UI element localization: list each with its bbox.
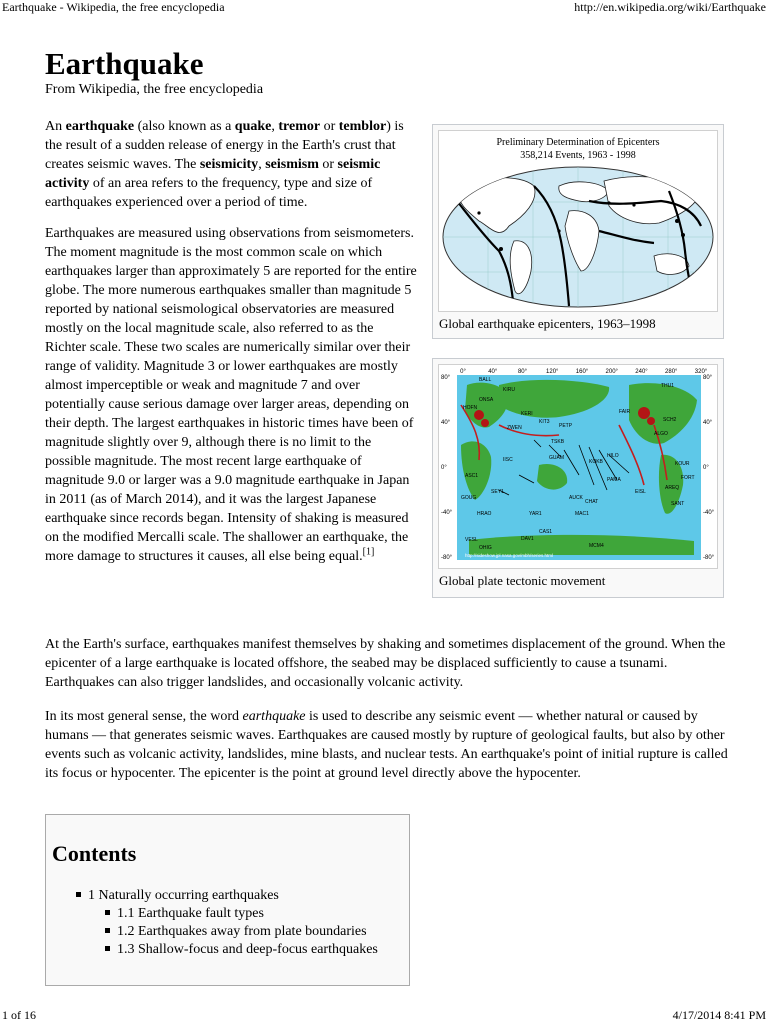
text-run: , <box>271 119 279 134</box>
toc-item-label[interactable]: 1.1 Earthquake fault types <box>117 906 264 921</box>
epicenter-caption: Global earthquake epicenters, 1963–1998 <box>439 316 656 331</box>
plate-map-image[interactable] <box>438 364 718 569</box>
toc-item-label[interactable]: 1 Naturally occurring earthquakes <box>88 888 279 903</box>
site-label: SEY1 <box>491 489 504 495</box>
site-label: FAIR <box>619 409 631 415</box>
toc-item-label[interactable]: 1.3 Shallow-focus and deep-focus earthquakes <box>117 942 378 957</box>
term-earthquake-italic: earthquake <box>242 709 306 724</box>
site-label: HOFN <box>463 405 478 411</box>
lon-tick-label: 0° <box>460 369 466 375</box>
site-label: OHIG <box>479 545 492 551</box>
site-label: SCH2 <box>663 417 677 423</box>
epicenter-map-graphic <box>439 131 717 311</box>
epicenter-map-image[interactable] <box>438 130 718 312</box>
print-footer <box>0 1008 768 1024</box>
site-label: MAC1 <box>575 511 589 517</box>
text-run: ) is the result of a sudden release of energy in the Earth's crust that creates seismic waves. The <box>45 119 404 172</box>
text-run: , <box>258 157 266 172</box>
text-run: or <box>318 157 338 172</box>
figure-epicenters <box>432 124 724 339</box>
map-title-line2: 358,214 Events, 1963 - 1998 <box>520 150 636 161</box>
site-label: YAR1 <box>529 511 542 517</box>
plate-caption: Global plate tectonic movement <box>439 573 606 588</box>
text-run: or <box>320 119 339 134</box>
text-run: In its most general sense, the word <box>45 709 243 724</box>
site-label: HILO <box>607 453 619 459</box>
term-quake: quake <box>234 119 272 134</box>
site-label: HRAO <box>477 511 492 517</box>
site-label: BALL <box>479 377 492 383</box>
surface-effects-paragraph <box>45 635 735 692</box>
intro-paragraph <box>45 117 417 212</box>
toc-item[interactable] <box>105 905 378 923</box>
site-label: TSKB <box>551 439 565 445</box>
plate-map-graphic <box>439 365 717 568</box>
site-label: KERI <box>521 411 533 417</box>
site-label: EISL <box>635 489 646 495</box>
site-label: KOUR <box>675 461 690 467</box>
toc-item[interactable] <box>76 887 378 959</box>
map-title-line1: Preliminary Determination of Epicenters <box>496 137 660 148</box>
site-label: AUCK <box>569 495 583 501</box>
lat-tick-label: -40° <box>441 510 453 516</box>
text-run: An <box>45 119 66 134</box>
site-label: VESL <box>465 537 478 543</box>
text-run: of an area refers to the frequency, type and size of earthquakes experienced over a period of time. <box>45 176 373 210</box>
intro-column <box>45 117 417 578</box>
site-label: GUAM <box>549 455 564 461</box>
text-run: Earthquakes are measured using observations from seismometers. The moment magnitude is the most common scale on which earthquakes larger than approximately 5 are reported for the entire globe. The more numerous earthquakes smaller than magnitude 5 reported by national seismological observatories are measured mostly on the local magnitude scale, also referred to as the Richter scale. These two scales are numerically similar over their range of validity. Magnitude 3 or lower earthquakes are mostly almost imperceptible or weak and magnitude 7 and over potentially cause serious damage over larger areas, depending on their depth. The largest earthquakes in historic times have been of magnitude slightly over 9, although there is no limit to the possible magnitude. The most recent large earthquake of magnitude 9.0 or larger was a 9.0 magnitude earthquake in Japan in 2011 (as of March 2014), and it was the largest Japanese earthquake since records began. Intensity of shaking is measured on the modified Mercalli scale. The shallower an earthquake, the more damage to structures it causes, all else being equal. <box>45 226 417 564</box>
lon-tick-label: 40° <box>488 369 498 375</box>
site-label: IISC <box>503 457 513 463</box>
reference-link[interactable]: [1] <box>362 546 375 558</box>
bullet-icon <box>105 910 110 915</box>
page-count: 1 of 16 <box>2 1008 36 1022</box>
lat-tick-label: -80° <box>441 555 453 561</box>
site-label: THU1 <box>661 383 675 389</box>
print-timestamp: 4/17/2014 8:41 PM <box>672 1008 766 1022</box>
site-label: CHAT <box>585 499 599 505</box>
site-label: PETP <box>559 423 573 429</box>
lon-tick-label: 160° <box>575 369 589 375</box>
site-label: ZWEN <box>507 425 522 431</box>
text-run: is used to describe any seismic event — whether natural or caused by humans — that generates seismic waves. Earthquakes are caused mostly by rupture of geological faults, but also by other events such as volcanic activity, landslides, mine blasts, and nuclear tests. An earthquake's point of initial rupture is called its focus or hypocenter. The epicenter is the point at ground level directly above the hypocenter. <box>45 709 728 781</box>
term-temblor: temblor <box>338 119 387 134</box>
term-seismicity: seismicity <box>199 157 259 172</box>
site-label: KIT3 <box>539 419 550 425</box>
lat-tick-label: 80° <box>441 375 451 381</box>
lat-tick-label: 40° <box>703 420 713 426</box>
toc-list <box>76 887 378 959</box>
page-url[interactable]: http://en.wikipedia.org/wiki/Earthquake <box>574 0 766 14</box>
lat-tick-label: 40° <box>441 420 451 426</box>
term-seismic-activity: seismic activity <box>45 157 381 191</box>
site-label: DAV1 <box>521 536 534 542</box>
site-label: ALGO <box>654 431 668 437</box>
site-label: ASC1 <box>465 473 479 479</box>
site-label: KOKB <box>589 459 603 465</box>
print-header <box>0 0 768 16</box>
bullet-icon <box>76 892 81 897</box>
lon-tick-label: 320° <box>694 369 708 375</box>
lon-tick-label: 120° <box>546 369 559 375</box>
lon-tick-label: 280° <box>665 369 678 375</box>
term-earthquake: earthquake <box>65 119 135 134</box>
toc-item[interactable] <box>105 941 378 959</box>
general-sense-paragraph <box>45 707 735 783</box>
site-label: SANT <box>671 501 685 507</box>
page-title-header: Earthquake - Wikipedia, the free encyclopedia <box>2 0 225 14</box>
text-run: (also known as a <box>134 119 235 134</box>
lon-tick-label: 240° <box>635 369 648 375</box>
lat-tick-label: -80° <box>703 555 715 561</box>
site-label: FORT <box>681 475 695 481</box>
map-source-url: http://sideshow.jpl.nasa.gov/mbh/series.html <box>465 553 554 558</box>
lat-tick-label: 0° <box>703 465 709 471</box>
table-of-contents <box>45 814 410 986</box>
article-title: Earthquake <box>45 46 204 81</box>
lon-tick-label: 80° <box>517 369 528 375</box>
article-subtitle: From Wikipedia, the free encyclopedia <box>45 82 264 97</box>
site-label: KIRU <box>503 387 515 393</box>
toc-sublist <box>105 905 378 959</box>
site-label: GOUG <box>461 495 477 501</box>
site-label: CAS1 <box>539 529 553 535</box>
lat-tick-label: 0° <box>441 465 447 471</box>
site-label: MCM4 <box>589 543 604 549</box>
magnitude-paragraph <box>45 224 417 566</box>
term-tremor: tremor <box>278 119 321 134</box>
toc-title: Contents <box>52 841 137 866</box>
lat-tick-label: -40° <box>703 510 715 516</box>
bullet-icon <box>105 928 110 933</box>
site-label: AREQ <box>665 485 680 491</box>
lon-tick-label: 200° <box>605 369 618 375</box>
figure-plate-movement <box>432 358 724 598</box>
site-label: PAMA <box>607 477 621 483</box>
paragraph-body <box>45 707 735 783</box>
site-label: ONSA <box>479 397 494 403</box>
toc-item[interactable] <box>105 923 378 941</box>
toc-item-label[interactable]: 1.2 Earthquakes away from plate boundaries <box>117 924 367 939</box>
lat-tick-label: 80° <box>703 375 713 381</box>
text-run: At the Earth's surface, earthquakes manifest themselves by shaking and sometimes displacement of the ground. When the epicenter of a large earthquake is located offshore, the seabed may be displaced sufficiently to cause a tsunami. Earthquakes can also trigger landslides, and occasionally volcanic activity. <box>45 637 726 690</box>
bullet-icon <box>105 946 110 951</box>
term-seismism: seismism <box>265 157 319 172</box>
